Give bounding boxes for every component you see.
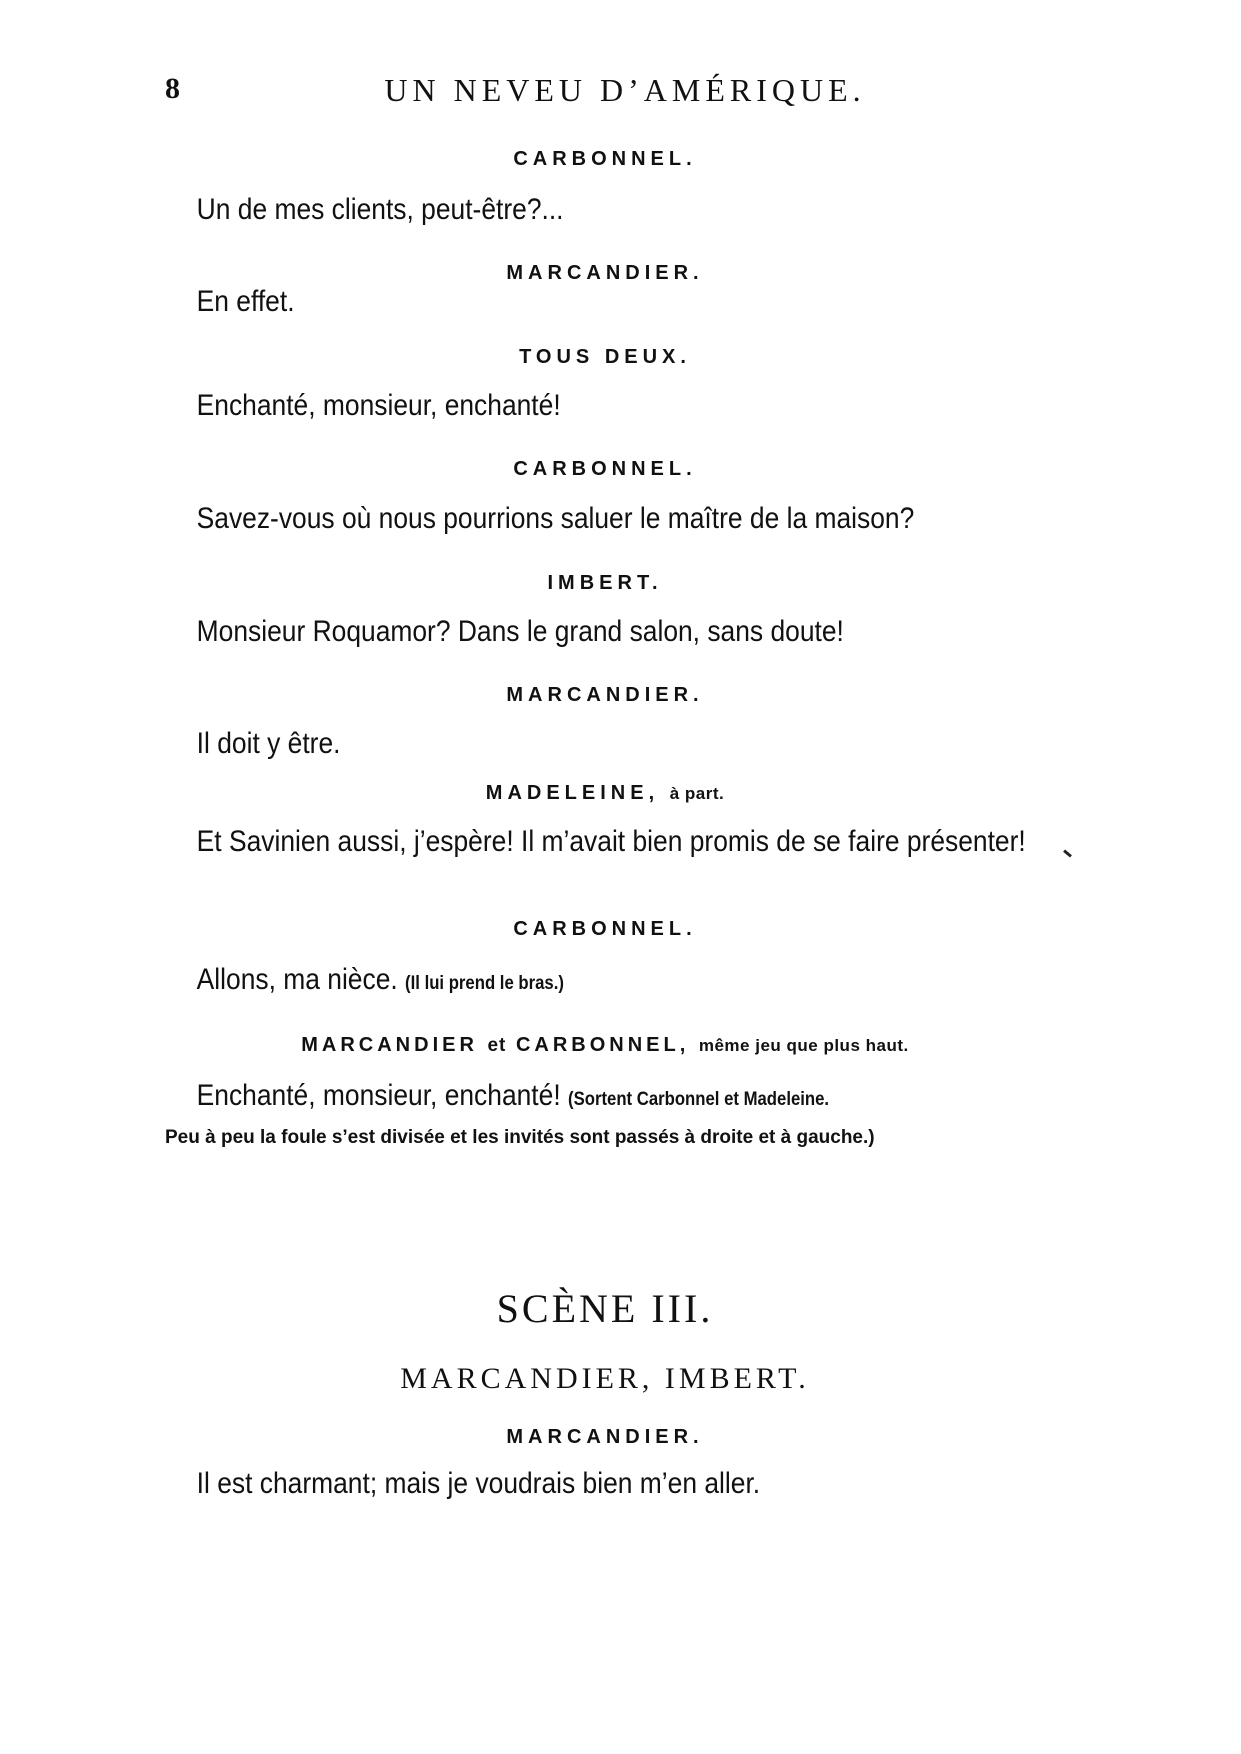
scene-characters: MARCANDIER, IMBERT. [400, 1362, 810, 1395]
speech-text: Savez-vous où nous pourrions saluer le maître de la maison? [196, 502, 915, 535]
speaker-note: à part. [669, 784, 725, 803]
speech-text: Enchanté, monsieur, enchanté! [196, 389, 561, 422]
speaker-tous-deux: TOUS DEUX. [519, 346, 691, 368]
speaker-joiner: et [487, 1035, 507, 1056]
speech-7 [165, 820, 1045, 864]
speaker-carbonnel-2: CARBONNEL. [513, 458, 697, 480]
speech-2 [165, 280, 1045, 324]
speech-4 [165, 497, 1045, 541]
speech-text: Il est charmant; mais je voudrais bien m’en aller. [196, 1467, 761, 1500]
running-title: UN NEVEU D’AMÉRIQUE. [384, 72, 866, 108]
speech-text: Il doit y être. [196, 727, 341, 760]
speech-6 [165, 722, 1045, 766]
speaker-name: MARCANDIER [301, 1034, 478, 1056]
scene-title: SCÈNE III. [496, 1286, 714, 1331]
speech-text: Enchanté, monsieur, enchanté! [196, 1079, 561, 1112]
stage-direction: (Sortent Carbonnel et Madeleine. [568, 1089, 830, 1110]
page-number: 8 [165, 72, 180, 105]
speech-1 [165, 188, 1045, 232]
speaker-name-2: CARBONNEL, [515, 1034, 690, 1056]
speaker-note: même jeu que plus haut. [698, 1036, 909, 1055]
stage-direction: (Il lui prend le bras.) [405, 973, 564, 994]
page-header [165, 72, 1045, 112]
speech-10 [165, 1462, 1045, 1506]
speech-text: Allons, ma nièce. [196, 963, 398, 996]
ink-speck [1063, 849, 1072, 857]
speech-text: En effet. [196, 285, 295, 318]
speaker-carbonnel-1: CARBONNEL. [513, 148, 697, 170]
speaker-marcandier-2: MARCANDIER. [506, 684, 704, 706]
speaker-imbert: IMBERT. [547, 572, 663, 594]
speech-text: Et Savinien aussi, j’espère! Il m’avait bien promis de se faire présenter! [196, 825, 1026, 858]
speaker-name: MADELEINE, [485, 782, 660, 804]
speech-5 [165, 610, 1045, 654]
speaker-marcandier-3: MARCANDIER. [506, 1426, 704, 1448]
speaker-carbonnel-3: CARBONNEL. [513, 918, 697, 940]
speaker-marcandier-carbonnel [165, 1034, 1045, 1057]
speech-text: Un de mes clients, peut-être?... [196, 193, 564, 226]
speaker-marcandier-1: MARCANDIER. [506, 262, 704, 284]
speech-8 [165, 958, 1045, 1006]
speech-9 [165, 1074, 1045, 1122]
speech-text: Monsieur Roquamor? Dans le grand salon, sans doute! [196, 615, 844, 648]
stage-direction-continued: Peu à peu la foule s’est divisée et les invités sont passés à droite et à gauche.) [165, 1127, 875, 1148]
speaker-madeleine [165, 782, 1045, 805]
speech-3 [165, 384, 1045, 428]
